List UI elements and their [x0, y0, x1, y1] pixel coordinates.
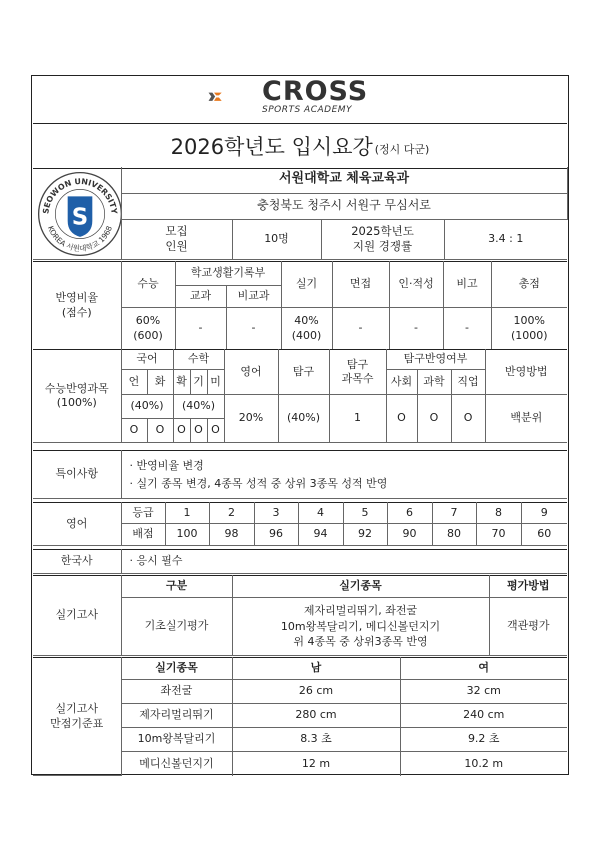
logo-subtitle: SPORTS ACADEMY	[262, 105, 353, 115]
english-grade: 6	[387, 503, 432, 524]
ratio-value-silgi: 40% (400)	[281, 308, 332, 350]
english-grade: 9	[521, 503, 567, 524]
ratio-header-bigyogwa: 비교과	[226, 286, 281, 308]
value-social: O	[386, 395, 417, 443]
standards-female: 10.2 m	[400, 752, 567, 776]
ratio-value-bigyogwa: -	[226, 308, 281, 350]
header-method: 반영방법	[485, 350, 567, 395]
standards-female: 32 cm	[400, 680, 567, 704]
recruit-label: 모집 인원	[121, 219, 232, 259]
ratio-value-injeok: -	[389, 308, 443, 350]
practical-header-category: 구분	[121, 576, 232, 598]
standards-table	[33, 657, 567, 776]
english-score-label: 배점	[121, 524, 165, 546]
value-science: O	[417, 395, 451, 443]
school-address: 충청북도 청주시 서원구 무심서로	[121, 193, 567, 219]
english-score: 70	[476, 524, 521, 546]
suneung-subjects-table	[33, 349, 567, 443]
header-tamgu: 탐구	[278, 350, 329, 395]
english-grade: 3	[254, 503, 298, 524]
ratio-header-injeok: 인·적성	[389, 262, 443, 308]
practical-header-eval: 평가방법	[489, 576, 567, 598]
value-eon: O	[121, 419, 147, 443]
seal-letter: S	[71, 204, 89, 231]
practical-table	[33, 575, 567, 656]
value-tamgu-count: 1	[329, 395, 386, 443]
standards-female: 240 cm	[400, 704, 567, 728]
english-grade: 5	[343, 503, 387, 524]
english-score: 60	[521, 524, 567, 546]
ratio-header-total: 총점	[491, 262, 567, 308]
page-subtitle: (정시 다군)	[374, 143, 430, 156]
header-korean: 국어	[121, 350, 173, 370]
english-grade: 1	[165, 503, 209, 524]
seal-top-text: SEOWON UNIVERSITY	[41, 176, 119, 215]
standards-header-event: 실기종목	[121, 658, 232, 680]
practical-event-line: 위 4종목 중 상위3종목 반영	[293, 635, 428, 649]
title-row	[33, 123, 567, 169]
ratio-value-myeonjeop: -	[332, 308, 389, 350]
english-label: 영어	[33, 503, 121, 546]
value-hwa: O	[147, 419, 173, 443]
standards-header-male: 남	[232, 658, 400, 680]
competition-label: 2025학년도 지원 경쟁률	[321, 219, 444, 259]
history-table	[33, 549, 567, 574]
standards-event: 10m왕복달리기	[121, 728, 232, 752]
sub-header-hwa: 화	[147, 370, 173, 395]
school-name: 서원대학교 체육교육과	[121, 167, 567, 193]
notes-table	[33, 450, 567, 499]
english-score: 94	[298, 524, 343, 546]
practical-eval: 객관평가	[489, 598, 567, 656]
value-tamgu: (40%)	[278, 395, 329, 443]
standards-male: 280 cm	[232, 704, 400, 728]
practical-event-line: 제자리멀리뛰기, 좌전굴	[303, 603, 418, 617]
english-score: 90	[387, 524, 432, 546]
value-hwak: O	[173, 419, 190, 443]
english-score: 100	[165, 524, 209, 546]
sub-header-gi: 기	[190, 370, 207, 395]
ratio-header-myeonjeop: 면접	[332, 262, 389, 308]
english-table	[33, 502, 567, 546]
ratio-label: 반영비율 (점수)	[33, 262, 121, 350]
value-math: (40%)	[173, 395, 224, 419]
sub-header-job: 직업	[451, 370, 485, 395]
header-english: 영어	[224, 350, 278, 395]
standards-event: 메디신볼던지기	[121, 752, 232, 776]
ratio-table	[33, 261, 567, 350]
practical-events	[232, 598, 489, 656]
english-grade-label: 등급	[121, 503, 165, 524]
sub-header-mi: 미	[207, 370, 224, 395]
ratio-value-gyogwa: -	[175, 308, 226, 350]
ratio-header-silgi: 실기	[281, 262, 332, 308]
sub-header-science: 과학	[417, 370, 451, 395]
english-grade: 4	[298, 503, 343, 524]
value-korean: (40%)	[121, 395, 173, 419]
notes-item: · 실기 종목 변경, 4종목 성적 중 상위 3종목 성적 반영	[129, 476, 388, 490]
suneung-label: 수능반영과목 (100%)	[33, 350, 121, 443]
logo-name: CROSS	[262, 76, 369, 107]
english-grade: 7	[432, 503, 476, 524]
header-tamgu-reflect: 탐구반영여부	[386, 350, 485, 370]
practical-header-events: 실기종목	[232, 576, 489, 598]
page-title: 2026학년도 입시요강	[170, 135, 373, 159]
practical-category: 기초실기평가	[121, 598, 232, 656]
value-english: 20%	[224, 395, 278, 443]
english-score: 92	[343, 524, 387, 546]
standards-event: 제자리멀리뛰기	[121, 704, 232, 728]
sub-header-hwak: 확	[173, 370, 190, 395]
sub-header-social: 사회	[386, 370, 417, 395]
standards-event: 좌전굴	[121, 680, 232, 704]
standards-header-female: 여	[400, 658, 567, 680]
standards-label: 실기고사 만점기준표	[33, 658, 121, 776]
value-method: 백분위	[485, 395, 567, 443]
ratio-header-gyogwa: 교과	[175, 286, 226, 308]
history-value: · 응시 필수	[121, 550, 567, 574]
notes-item: · 반영비율 변경	[129, 458, 204, 472]
ratio-value-bigo: -	[443, 308, 491, 350]
ratio-value-suneung: 60% (600)	[121, 308, 175, 350]
english-grade: 2	[209, 503, 254, 524]
history-label: 한국사	[33, 550, 121, 574]
seal-bottom-text: KOREA 서원대학교 1968	[46, 224, 114, 254]
standards-male: 12 m	[232, 752, 400, 776]
header-math: 수학	[173, 350, 224, 370]
practical-label: 실기고사	[33, 576, 121, 656]
ratio-value-total: 100% (1000)	[491, 308, 567, 350]
standards-male: 26 cm	[232, 680, 400, 704]
practical-event-line: 10m왕복달리기, 메디신볼던지기	[280, 619, 441, 633]
english-score: 80	[432, 524, 476, 546]
value-mi: O	[207, 419, 224, 443]
seal-cell	[33, 167, 121, 259]
ratio-header-bigo: 비고	[443, 262, 491, 308]
standards-female: 9.2 초	[400, 728, 567, 752]
header-tamgu-count: 탐구 과목수	[329, 350, 386, 395]
sub-header-eon: 언	[121, 370, 147, 395]
competition-value: 3.4 : 1	[444, 219, 567, 259]
ratio-header-hakgyo: 학교생활기록부	[175, 262, 281, 286]
school-info-table	[33, 167, 568, 260]
english-score: 98	[209, 524, 254, 546]
cross-logo-icon	[208, 78, 260, 116]
ratio-header-suneung: 수능	[121, 262, 175, 308]
notes-label: 특이사항	[33, 451, 121, 499]
english-score: 96	[254, 524, 298, 546]
standards-male: 8.3 초	[232, 728, 400, 752]
notes-list	[121, 451, 567, 499]
value-job: O	[451, 395, 485, 443]
english-grade: 8	[476, 503, 521, 524]
recruit-value: 10명	[232, 219, 321, 259]
value-gi: O	[190, 419, 207, 443]
